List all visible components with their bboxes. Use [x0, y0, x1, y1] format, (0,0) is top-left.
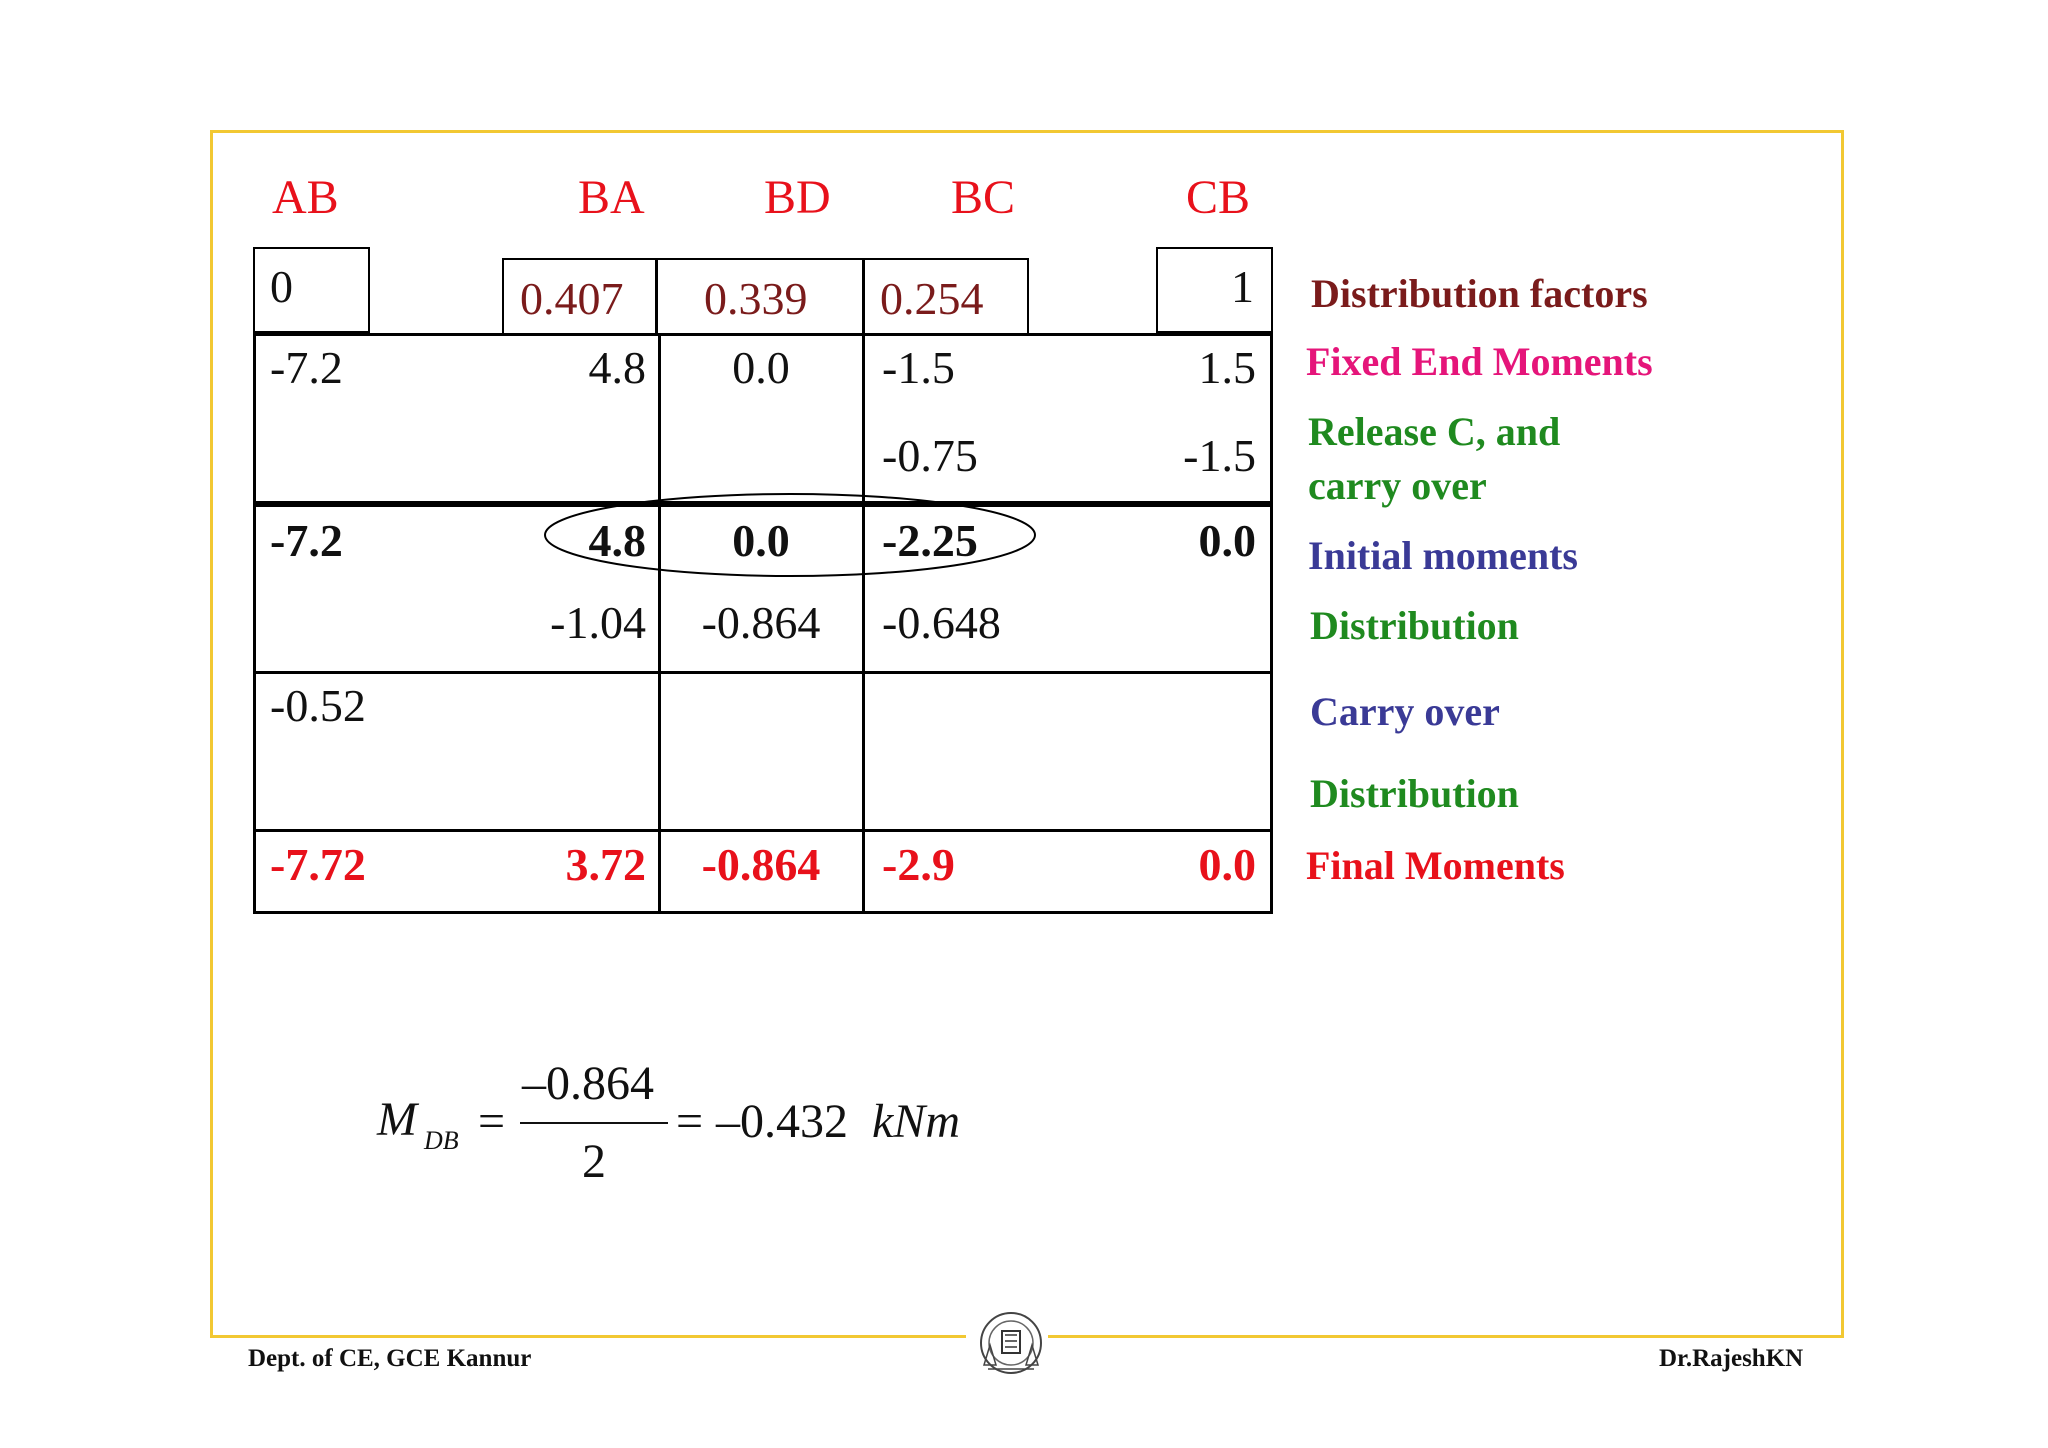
final-bd: -0.864: [701, 839, 821, 890]
formula-equals: =: [478, 1095, 506, 1148]
df-ba: 0.407: [520, 273, 624, 324]
footer-left: Dept. of CE, GCE Kannur: [248, 1345, 532, 1372]
initial-ba: 4.8: [588, 515, 646, 566]
fem-ba: 4.8: [588, 342, 646, 393]
df-cb: 1: [1231, 261, 1254, 312]
fem-bc: -1.5: [882, 342, 955, 393]
final-bc: -2.9: [882, 839, 955, 890]
carry-ab: -0.52: [270, 680, 366, 731]
footer-right: Dr.RajeshKN: [1659, 1345, 1804, 1372]
table-top-line: [253, 333, 1273, 336]
table-divider-2: [862, 336, 865, 913]
initial-bd: 0.0: [732, 515, 790, 566]
table-left-line: [253, 333, 256, 913]
df-ab: 0: [270, 261, 293, 312]
label-fixed-end-moments: Fixed End Moments: [1306, 339, 1653, 384]
label-carry-over: Carry over: [1310, 689, 1500, 734]
label-release-c: Release C, and: [1308, 409, 1561, 454]
label-release-carry-over: carry over: [1308, 463, 1487, 508]
initial-bc: -2.25: [882, 515, 978, 566]
table-right-line: [1270, 333, 1273, 913]
fem-cb: 1.5: [1198, 342, 1256, 393]
label-distribution: Distribution: [1310, 603, 1519, 648]
formula-symbol: M: [377, 1093, 417, 1146]
column-header-ab: AB: [272, 171, 339, 224]
fem-bd: 0.0: [732, 342, 790, 393]
initial-ab: -7.2: [270, 515, 343, 566]
table-line-4: [253, 829, 1273, 832]
college-emblem-icon: [976, 1305, 1046, 1385]
fem-ab: -7.2: [270, 342, 343, 393]
table-line-3: [253, 671, 1273, 674]
release-bc: -0.75: [882, 430, 978, 481]
column-header-cb: CB: [1186, 171, 1251, 224]
column-header-ba: BA: [578, 171, 645, 224]
formula-subscript: DB: [424, 1126, 459, 1155]
formula: [370, 1050, 1010, 1188]
label-distribution-2: Distribution: [1310, 771, 1519, 816]
initial-cb: 0.0: [1198, 515, 1256, 566]
formula-equals-2: =: [676, 1095, 704, 1148]
formula-denominator: 2: [582, 1135, 606, 1188]
label-initial-moments: Initial moments: [1308, 533, 1578, 578]
dist-bc: -0.648: [882, 597, 1001, 648]
df-divider-2: [862, 258, 865, 336]
df-bc: 0.254: [880, 273, 984, 324]
dist-ba: -1.04: [550, 597, 646, 648]
df-bd: 0.339: [704, 273, 808, 324]
column-header-bc: BC: [951, 171, 1016, 224]
final-ab: -7.72: [270, 839, 366, 890]
release-cb: -1.5: [1183, 430, 1256, 481]
table-bottom-line: [253, 911, 1273, 914]
formula-unit: kNm: [872, 1095, 960, 1148]
column-header-bd: BD: [764, 171, 831, 224]
final-ba: 3.72: [565, 839, 646, 890]
label-final-moments: Final Moments: [1306, 843, 1565, 888]
dist-bd: -0.864: [701, 597, 821, 648]
formula-result: –0.432: [716, 1095, 848, 1148]
label-distribution-factors: Distribution factors: [1311, 271, 1648, 316]
df-divider-1: [655, 258, 658, 336]
formula-fraction-bar: [520, 1122, 668, 1124]
formula-numerator: –0.864: [522, 1057, 654, 1110]
final-cb: 0.0: [1198, 839, 1256, 890]
